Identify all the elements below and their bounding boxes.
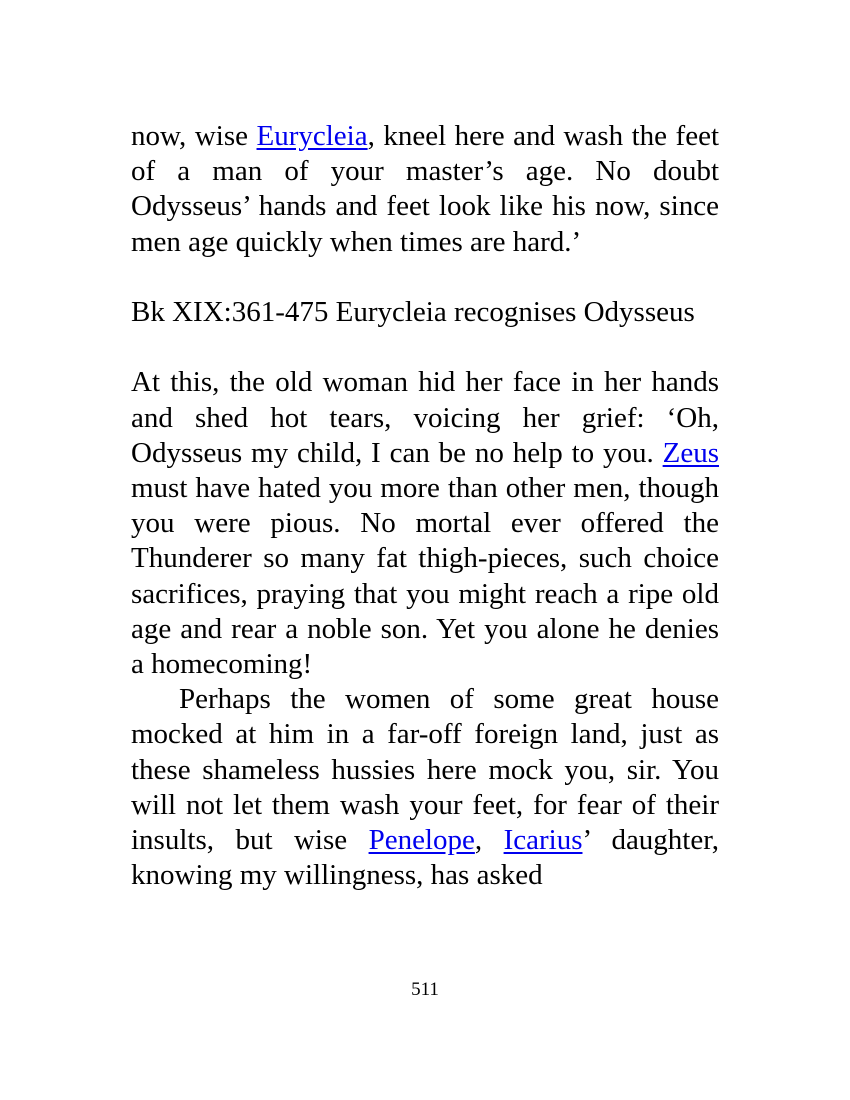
paragraph-spacer [131,330,719,365]
text-run: Perhaps the women of some great house mocked at him in a far-off foreign land, just as these shameless hussies here mock you, sir. You will not let them wash your feet, for fear of their insults, but wise [131,683,719,857]
text-run: , kneel here and wash the feet of a man of your master’s age. No doubt Odysseus’ hands and feet look like his now, since men age quickly when times are hard.’ [131,120,719,258]
paragraph-spacer [131,260,719,295]
text-run: ’ daughter, knowing my willingness, has asked [131,824,719,892]
paragraph-women-mocking [131,682,719,893]
paragraph-eurycleia-grief [131,365,719,682]
text-run: now, wise [131,120,257,152]
link-icarius[interactable]: Icarius [503,824,583,857]
link-eurycleia[interactable]: Eurycleia [256,120,368,152]
page-body [131,119,719,893]
paragraph-footwashing-request [131,119,719,260]
link-zeus[interactable]: Zeus [662,436,719,469]
page-number: 511 [411,979,439,1000]
text-run: , [474,824,504,857]
section-heading: Bk XIX:361-475 Eurycleia recognises Odysseus [131,296,695,328]
text-run: At this, the old woman hid her face in her hands and shed hot tears, voicing her grief: ‘Oh, Odysseus my child, I can be no help to you. [131,366,719,469]
link-penelope[interactable]: Penelope [368,824,475,857]
text-run: must have hated you more than other men, though you were pious. No mortal ever offered the Thunderer so many fat thigh-pieces, such choice sacrifices, praying that you might reach a ripe old age and rear a noble son. Yet you alone he denies a homecoming! [131,472,719,681]
